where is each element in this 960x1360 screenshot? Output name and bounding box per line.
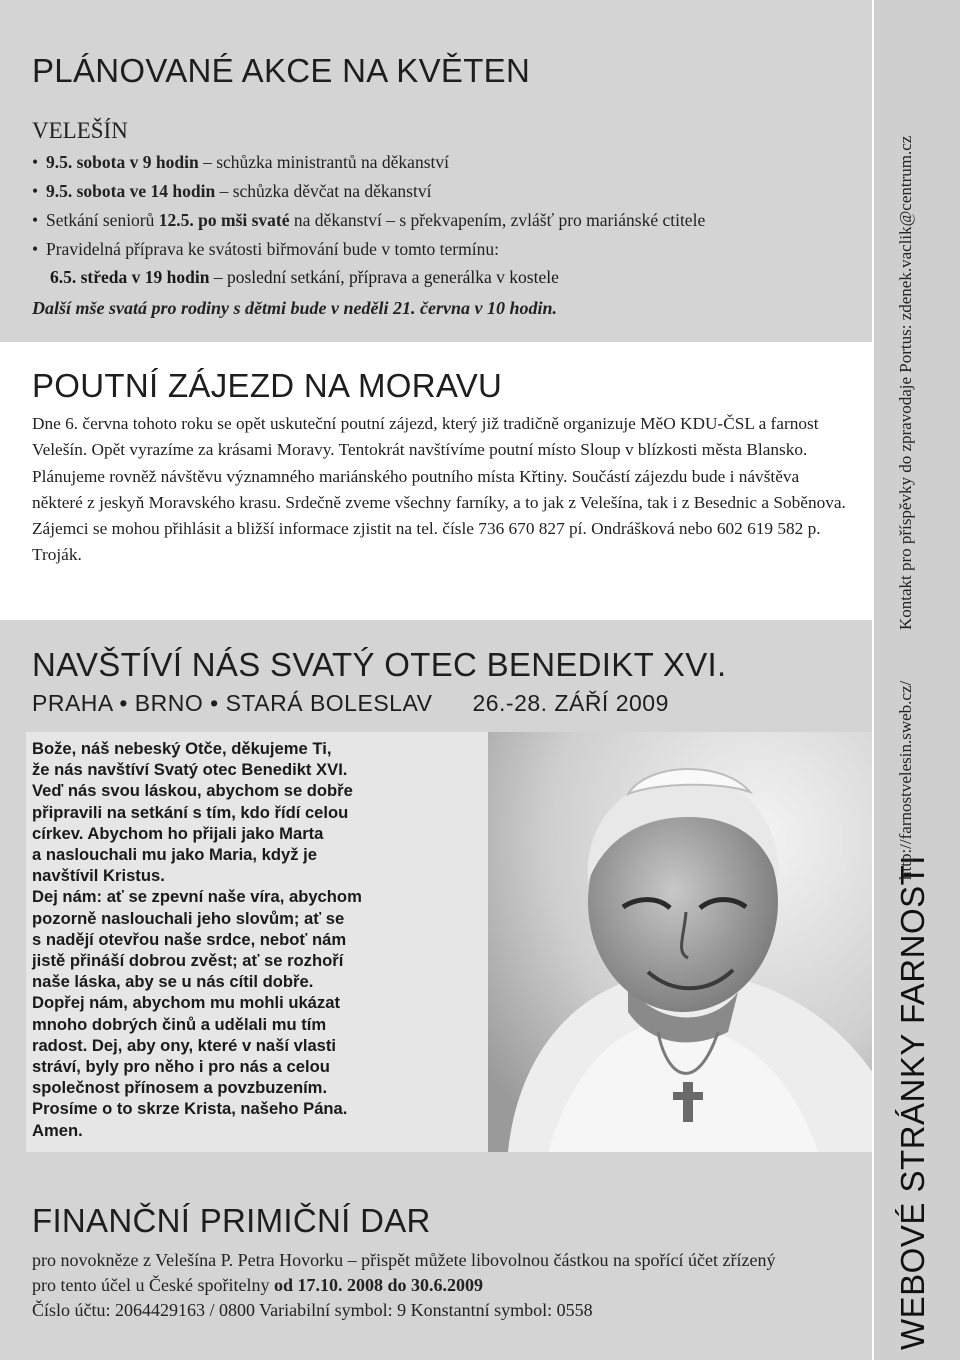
event-desc: – schůzka děvčat na děkanství xyxy=(215,181,432,201)
planned-events-title: PLÁNOVANÉ AKCE NA KVĚTEN xyxy=(32,52,531,89)
event-desc: – schůzka ministrantů na děkanství xyxy=(198,152,449,172)
pope-photo xyxy=(488,732,872,1152)
gift-line-2-text: pro tento účel u České spořitelny xyxy=(32,1275,274,1295)
prayer-line: že nás navštíví Svatý otec Benedikt XVI. xyxy=(32,760,348,780)
visit-dates: 26.-28. ZÁŘÍ 2009 xyxy=(472,690,669,716)
prayer-line: stráví, byly pro něho i pro nás a celou xyxy=(32,1057,330,1077)
visit-cities-dates xyxy=(32,690,669,717)
visit-cities: PRAHA • BRNO • STARÁ BOLESLAV xyxy=(32,690,433,716)
event-date: 6.5. středa v 19 hodin xyxy=(50,267,210,287)
gift-line-2 xyxy=(32,1273,862,1298)
prayer-line: navštívil Kristus. xyxy=(32,866,165,886)
prayer-line: a naslouchali mu jako Maria, když je xyxy=(32,845,317,865)
event-prefix: Setkání seniorů xyxy=(46,210,159,230)
prayer-line: Bože, náš nebeský Otče, děkujeme Ti, xyxy=(32,739,332,758)
pilgrimage-paragraph: Dne 6. června tohoto roku se opět uskuteční poutní zájezd, který již tradičně organizuje MěO KDU-ČSL a farnost Velešín. Opět vyrazíme za krásami Moravy. Tentokrát navštívíme poutní místo Sloup v blízkosti města Blansko. Plánujeme rovněž návštěvu významného mariánského poutního místa Křtiny. Součástí zájezdu bude i návštěva některé z jeskyň Moravského krasu. Srdečně zveme všechny farníky, a to jak z Velešína, tak i z Besednic a Soběnova. Zájemci se mohou přihlásit a bližší informace zjistit na tel. čísle 736 670 827 pí. Ondrášková nebo 602 619 582 p. Troják. xyxy=(32,414,846,565)
family-mass-note: Další mše svatá pro rodiny s dětmi bude v neděli 21. června v 10 hodin. xyxy=(32,298,557,318)
event-desc: Pravidelná příprava ke svátosti biřmování bude v tomto termínu: xyxy=(46,239,499,259)
prayer-line: pozorně naslouchali jeho slovům; ať se xyxy=(32,908,345,928)
sidebar xyxy=(874,0,960,1360)
prayer-box xyxy=(26,732,488,1152)
prayer-line: s nadějí otevřou naše srdce, neboť nám xyxy=(32,929,347,949)
event-date: 12.5. po mši svaté xyxy=(158,210,290,230)
list-item: • Pravidelná příprava ke svátosti biřmování bude v tomto termínu: xyxy=(32,239,499,259)
account-details: Číslo účtu: 2064429163 / 0800 Variabilní symbol: 9 Konstantní symbol: 0558 xyxy=(32,1300,593,1320)
gift-line-1: pro novokněze z Velešína P. Petra Hovorku – přispět můžete libovolnou částkou na spořící účet zřízený xyxy=(32,1250,776,1270)
event-date: 9.5. sobota v 9 hodin xyxy=(46,152,199,172)
prayer-line: církev. Abychom ho přijali jako Marta xyxy=(32,823,324,843)
pilgrimage-title: POUTNÍ ZÁJEZD NA MORAVU xyxy=(32,367,503,404)
sidebar-rotated-text xyxy=(874,0,960,1360)
prayer-line: naše láska, aby se u nás cítil dobře. xyxy=(32,972,314,992)
event-date: 9.5. sobota ve 14 hodin xyxy=(46,181,216,201)
event-desc: na děkanství – s překvapením, zvlášť pro mariánské ctitele xyxy=(289,210,706,230)
prayer-line: připravili na setkání s tím, kdo řídí celou xyxy=(32,802,349,822)
papal-visit-title: NAVŠTÍVÍ NÁS SVATÝ OTEC BENEDIKT XVI. xyxy=(32,646,727,683)
prayer-line: Amen. xyxy=(32,1120,83,1140)
events-list xyxy=(32,148,862,264)
primicial-gift-title: FINANČNÍ PRIMIČNÍ DAR xyxy=(32,1202,431,1239)
prayer-line: radost. Dej, aby ony, které v naší vlasti xyxy=(32,1035,337,1055)
location-subtitle: VELEŠÍN xyxy=(32,118,128,143)
prayer-line: jistě přináší dobrou zvěst; ať se rozhoří xyxy=(32,951,344,971)
website-title: WEBOVÉ STRÁNKY FARNOSTI xyxy=(894,855,931,1350)
contact-info: Kontakt pro příspěvky do zpravodaje Portus: zdenek.vaclik@centrum.cz xyxy=(896,135,915,630)
gift-period: od 17.10. 2008 do 30.6.2009 xyxy=(273,1275,483,1295)
confirmation-rehearsal xyxy=(32,264,559,290)
list-item: • Setkání seniorů 12.5. po mši svaté na děkanství – s překvapením, zvlášť pro mariánské ctitele xyxy=(32,210,706,230)
prayer-line: společnost přínosem a povzbuzením. xyxy=(32,1078,328,1098)
event-desc: – poslední setkání, příprava a generálka v kostele xyxy=(209,267,559,287)
prayer-line: Prosíme o to skrze Krista, našeho Pána. xyxy=(32,1099,348,1119)
website-url[interactable]: http://farnostvelesin.sweb.cz/ xyxy=(896,680,915,880)
prayer-line: mnoho dobrých činů a udělali mu tím xyxy=(32,1014,327,1034)
prayer-line: Veď nás svou láskou, abychom se dobře xyxy=(32,781,353,801)
prayer-line: Dopřej nám, abychom mu mohli ukázat xyxy=(32,993,340,1013)
prayer-line: Dej nám: ať se zpevní naše víra, abychom xyxy=(32,887,362,907)
primicial-gift-text xyxy=(32,1248,862,1323)
list-item: • 9.5. sobota ve 14 hodin – schůzka děvčat na děkanství xyxy=(32,181,432,201)
list-item: • 9.5. sobota v 9 hodin – schůzka ministrantů na děkanství xyxy=(32,152,449,172)
